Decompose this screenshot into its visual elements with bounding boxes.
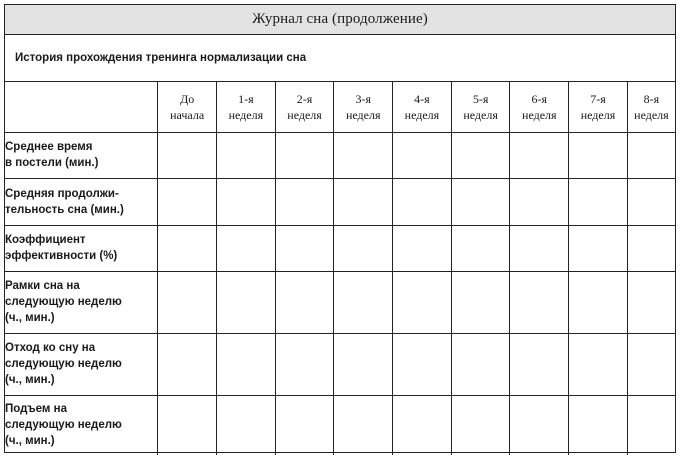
table-cell[interactable] [393,333,452,395]
table-cell[interactable] [510,178,569,225]
column-header-week-2: 2-я неделя [275,82,334,132]
table-cell[interactable] [275,132,334,178]
table-row [5,333,675,395]
table-row [5,132,675,178]
table-row [5,178,675,225]
table-cell[interactable] [334,271,393,333]
table-cell[interactable] [510,225,569,271]
table-cell[interactable] [393,132,452,178]
table-cell[interactable] [393,271,452,333]
table-cell[interactable] [627,395,675,455]
table-header-row [5,82,675,132]
column-header-week-4: 4-я неделя [393,82,452,132]
column-header-week-1: 1-я неделя [217,82,276,132]
table-cell[interactable] [275,225,334,271]
row-label-sleep-window: Рамки сна на следующую неделю (ч., мин.) [5,271,158,333]
table-cell[interactable] [451,271,510,333]
row-label-efficiency: Коэффициент эффективности (%) [5,225,158,271]
row-label-wake-time: Подъем на следующую неделю (ч., мин.) [5,395,158,455]
table-cell[interactable] [451,395,510,455]
table-cell[interactable] [627,132,675,178]
table-cell[interactable] [217,132,276,178]
table-cell[interactable] [393,178,452,225]
table-cell[interactable] [158,225,217,271]
table-cell[interactable] [217,178,276,225]
table-cell[interactable] [569,271,628,333]
table-cell[interactable] [275,333,334,395]
column-header-week-6: 6-я неделя [510,82,569,132]
table-cell[interactable] [569,395,628,455]
table-row [5,395,675,455]
table-cell[interactable] [334,178,393,225]
table-cell[interactable] [569,333,628,395]
table-cell[interactable] [393,395,452,455]
table-cell[interactable] [334,333,393,395]
table-cell[interactable] [217,333,276,395]
table-cell[interactable] [569,178,628,225]
table-cell[interactable] [275,178,334,225]
table-cell[interactable] [275,271,334,333]
table-cell[interactable] [217,395,276,455]
table-cell[interactable] [627,333,675,395]
table-cell[interactable] [217,225,276,271]
table-cell[interactable] [510,132,569,178]
table-cell[interactable] [510,333,569,395]
header-corner-cell [5,82,158,132]
table-cell[interactable] [569,132,628,178]
row-label-time-in-bed: Среднее время в постели (мин.) [5,132,158,178]
table-cell[interactable] [451,333,510,395]
table-cell[interactable] [158,132,217,178]
column-header-week-5: 5-я неделя [451,82,510,132]
table-cell[interactable] [393,225,452,271]
page-title: Журнал сна (продолжение) [5,5,675,35]
table-cell[interactable] [451,225,510,271]
table-cell[interactable] [275,395,334,455]
column-header-week-7: 7-я неделя [569,82,628,132]
table-row [5,271,675,333]
table-cell[interactable] [510,395,569,455]
table-cell[interactable] [627,225,675,271]
column-header-before-start: До начала [158,82,217,132]
table-cell[interactable] [334,132,393,178]
table-cell[interactable] [158,395,217,455]
sleep-log-table [5,82,675,455]
table-cell[interactable] [158,178,217,225]
table-cell[interactable] [451,178,510,225]
table-cell[interactable] [510,271,569,333]
table-cell[interactable] [334,395,393,455]
table-cell[interactable] [158,333,217,395]
row-label-sleep-duration: Средняя продолжи- тельность сна (мин.) [5,178,158,225]
table-cell[interactable] [627,271,675,333]
table-cell[interactable] [217,271,276,333]
column-header-week-3: 3-я неделя [334,82,393,132]
table-cell[interactable] [451,132,510,178]
table-cell[interactable] [627,178,675,225]
column-header-week-8: 8-я неделя [627,82,675,132]
table-cell[interactable] [334,225,393,271]
table-cell[interactable] [158,271,217,333]
sleep-log-frame [4,4,676,453]
row-label-bedtime: Отход ко сну на следующую неделю (ч., мин.) [5,333,158,395]
table-row [5,225,675,271]
table-cell[interactable] [569,225,628,271]
section-subtitle: История прохождения тренинга нормализации сна [5,35,675,82]
